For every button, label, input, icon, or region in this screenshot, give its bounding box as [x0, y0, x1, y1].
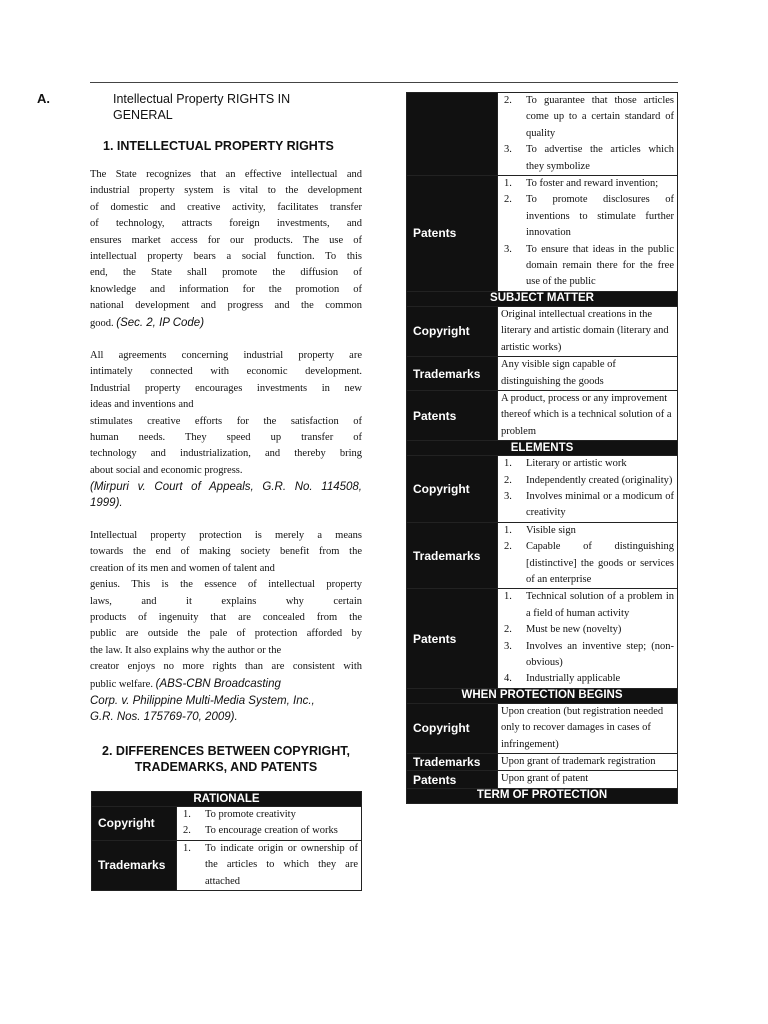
table-row — [407, 93, 678, 176]
row-label-patents: Patents — [407, 390, 498, 440]
table-row — [407, 456, 678, 523]
table-row — [407, 357, 678, 391]
para-line: stimulates creative efforts for the satisfaction of — [90, 415, 362, 427]
heading-differences: 2. DIFFERENCES BETWEEN COPYRIGHT, TRADEMARKS, AND PATENTS — [102, 744, 350, 774]
para-line: end, the State shall promote the diffusion of — [90, 267, 362, 279]
para-line: ensures market access for our products. The use of — [90, 234, 362, 246]
row-label-trademarks: Trademarks — [407, 754, 498, 771]
item-text: To indicate origin or ownership of the articles to which they are attached — [205, 842, 358, 887]
table-row — [407, 522, 678, 589]
para-line: genius. This is the essence of intellectual property — [90, 579, 362, 591]
item-text: Capable of distinguishing [distinctive] the goods or services of an enterprise — [526, 541, 674, 585]
list-item — [501, 142, 674, 175]
para-last-words: good. — [90, 317, 114, 329]
para-line: technology and industrialization, and thereby bring — [90, 448, 362, 460]
para-line: Intellectual property protection is merely a means — [90, 530, 362, 541]
para-line — [90, 676, 362, 693]
para-line: products of ingenuity that are concealed from the — [90, 612, 362, 624]
row-label-trademarks: Trademarks — [407, 522, 498, 589]
row-label-patents: Patents — [407, 589, 498, 688]
table-row — [407, 589, 678, 688]
item-number: 2. — [183, 825, 191, 837]
item-number: 2. — [504, 95, 512, 106]
paragraph-state-recognizes — [90, 167, 362, 332]
protection-trademarks-cell: Upon grant of trademark registration — [498, 754, 678, 771]
band-elements: ELEMENTS — [407, 441, 678, 456]
band-protection-begins: WHEN PROTECTION BEGINS — [407, 688, 678, 703]
paragraph-industrial-property — [90, 348, 362, 511]
para-line: creator enjoys no more rights than are consistent with — [90, 661, 362, 673]
row-label-copyright: Copyright — [92, 807, 177, 841]
list-item — [501, 639, 674, 672]
subject-copyright-cell: Original intellectual creations in the literary and artistic domain (literary and artistic works) — [498, 306, 678, 356]
item-text: Industrially applicable — [526, 673, 621, 685]
list-item — [180, 823, 358, 839]
list-item — [501, 589, 674, 622]
item-number: 3. — [504, 490, 512, 502]
para-line: human needs. They speed up transfer of — [90, 432, 362, 444]
table-rationale — [91, 791, 362, 891]
list-item — [501, 192, 674, 241]
table-row — [407, 306, 678, 356]
elements-copyright-cell — [498, 456, 678, 523]
para-line: intellectual property bears a social function. To this — [90, 251, 362, 263]
para-line: the law. It also explains why the author or the — [90, 644, 282, 656]
item-text: To guarantee that those articles come up to a certain standard of quality — [526, 95, 674, 139]
protection-copyright-cell: Upon creation (but registration needed only to recover damages in cases of infringement) — [498, 703, 678, 753]
row-label-copyright: Copyright — [407, 306, 498, 356]
section-title: Intellectual Property RIGHTS IN GENERAL — [113, 92, 291, 122]
heading-ip-rights: 1. INTELLECTUAL PROPERTY RIGHTS — [103, 139, 334, 153]
row-label-patents: Patents — [407, 176, 498, 292]
row-label-trademarks: Trademarks — [407, 357, 498, 391]
para-line: national development and progress and the common — [90, 300, 362, 312]
para-line: of technology, attracts foreign investments, and — [90, 218, 362, 230]
item-number: 4. — [504, 673, 512, 685]
list-item — [501, 489, 674, 522]
item-number: 1. — [504, 524, 512, 536]
band-term-of-protection: TERM OF PROTECTION — [407, 788, 678, 803]
paragraph-ip-protection — [90, 528, 362, 725]
para-line: about social and economic progress. — [90, 464, 243, 476]
elements-trademarks-cell — [498, 522, 678, 589]
rationale-trademarks-cont-cell — [498, 93, 678, 176]
row-label-trademarks: Trademarks — [92, 840, 177, 890]
rationale-copyright-cell — [177, 807, 362, 841]
item-number: 1. — [504, 178, 512, 190]
para-line: laws, and it explains why certain — [90, 595, 362, 607]
rationale-trademarks-cell — [177, 840, 362, 890]
para-line: of domestic and creative activity, facilitates transfer — [90, 201, 362, 213]
item-text: To promote disclosures of inventions to stimulate further innovation — [526, 194, 674, 239]
row-label-copyright: Copyright — [407, 703, 498, 753]
item-number: 1. — [504, 591, 512, 603]
table-row — [407, 703, 678, 753]
row-label-blank — [407, 93, 498, 176]
citation-abs-cbn: (ABS-CBN Broadcasting — [155, 677, 281, 690]
list-item — [501, 523, 674, 539]
list-item — [180, 807, 358, 823]
subject-trademarks-cell: Any visible sign capable of distinguishing the goods — [498, 357, 678, 391]
item-number: 2. — [504, 194, 512, 206]
para-line: public are outside the pale of protection afforded by — [90, 628, 362, 640]
item-number: 2. — [504, 474, 512, 486]
para-line: towards the end of making society benefit from the — [90, 546, 362, 558]
table-row — [407, 771, 678, 788]
table-row — [407, 176, 678, 292]
list-item — [501, 93, 674, 142]
para-line — [90, 315, 362, 332]
list-item — [501, 176, 674, 192]
list-item — [501, 622, 674, 638]
item-text: To advertise the articles which they symbolize — [526, 144, 674, 172]
list-item — [180, 841, 358, 890]
item-text: Visible sign — [526, 524, 576, 536]
item-number: 3. — [504, 640, 512, 652]
row-label-copyright: Copyright — [407, 456, 498, 523]
citation-abs-cbn-cont: Corp. v. Philippine Multi-Media System, Inc., — [90, 695, 315, 708]
table-row — [92, 840, 362, 890]
row-label-patents: Patents — [407, 771, 498, 788]
para-line: intimately connected with economic development. — [90, 366, 362, 378]
list-item — [501, 242, 674, 291]
citation-ip-code: (Sec. 2, IP Code) — [116, 316, 205, 329]
item-text: To foster and reward invention; — [526, 178, 659, 190]
para-line: knowledge and information for the promotion of — [90, 283, 362, 295]
para-line: The State recognizes that an effective intellectual and — [90, 169, 362, 180]
item-number: 3. — [504, 144, 512, 156]
citation-abs-cbn-cont: G.R. Nos. 175769-70, 2009). — [90, 711, 238, 724]
para-line: All agreements concerning industrial property are — [90, 350, 362, 361]
para-last-words: public welfare. — [90, 678, 153, 690]
rationale-patents-cell — [498, 176, 678, 292]
subject-patents-cell: A product, process or any improvement thereof which is a technical solution of a problem — [498, 390, 678, 440]
top-rule — [90, 82, 678, 83]
item-number: 3. — [504, 243, 512, 255]
section-letter: A. — [37, 91, 50, 106]
item-number: 2. — [504, 624, 512, 636]
para-line: industrial property system is vital to the development — [90, 185, 362, 197]
item-text: Involves an inventive step; (non-obvious) — [526, 640, 674, 668]
table-differences — [406, 92, 678, 804]
band-rationale: RATIONALE — [92, 792, 362, 807]
item-text: Technical solution of a problem in a field of human activity — [526, 591, 674, 619]
band-subject-matter: SUBJECT MATTER — [407, 291, 678, 306]
item-number: 2. — [504, 541, 512, 553]
item-text: Independently created (originality) — [526, 474, 673, 486]
list-item — [501, 456, 674, 472]
item-text: Must be new (novelty) — [526, 624, 622, 636]
item-text: Literary or artistic work — [526, 458, 627, 470]
citation-mirpuri-cont: 1999). — [90, 497, 123, 510]
item-number: 1. — [183, 842, 191, 854]
item-text: To ensure that ideas in the public domain remain there for the free use of the public — [526, 243, 674, 288]
item-text: To encourage creation of works — [205, 825, 338, 837]
para-line: ideas and inventions and — [90, 399, 194, 411]
para-line: Industrial property encourages investments in new — [90, 382, 362, 394]
list-item — [501, 539, 674, 588]
para-line: creation of its men and women of talent and — [90, 562, 275, 574]
elements-patents-cell — [498, 589, 678, 688]
protection-patents-cell: Upon grant of patent — [498, 771, 678, 788]
item-number: 1. — [183, 809, 191, 820]
citation-mirpuri: (Mirpuri v. Court of Appeals, G.R. No. 114508, — [90, 481, 362, 494]
list-item — [501, 671, 674, 687]
item-number: 1. — [504, 458, 512, 470]
table-row — [407, 390, 678, 440]
item-text: To promote creativity — [205, 809, 296, 820]
list-item — [501, 473, 674, 489]
item-text: Involves minimal or a modicum of creativity — [526, 490, 674, 519]
table-row — [407, 754, 678, 771]
table-row — [92, 807, 362, 841]
